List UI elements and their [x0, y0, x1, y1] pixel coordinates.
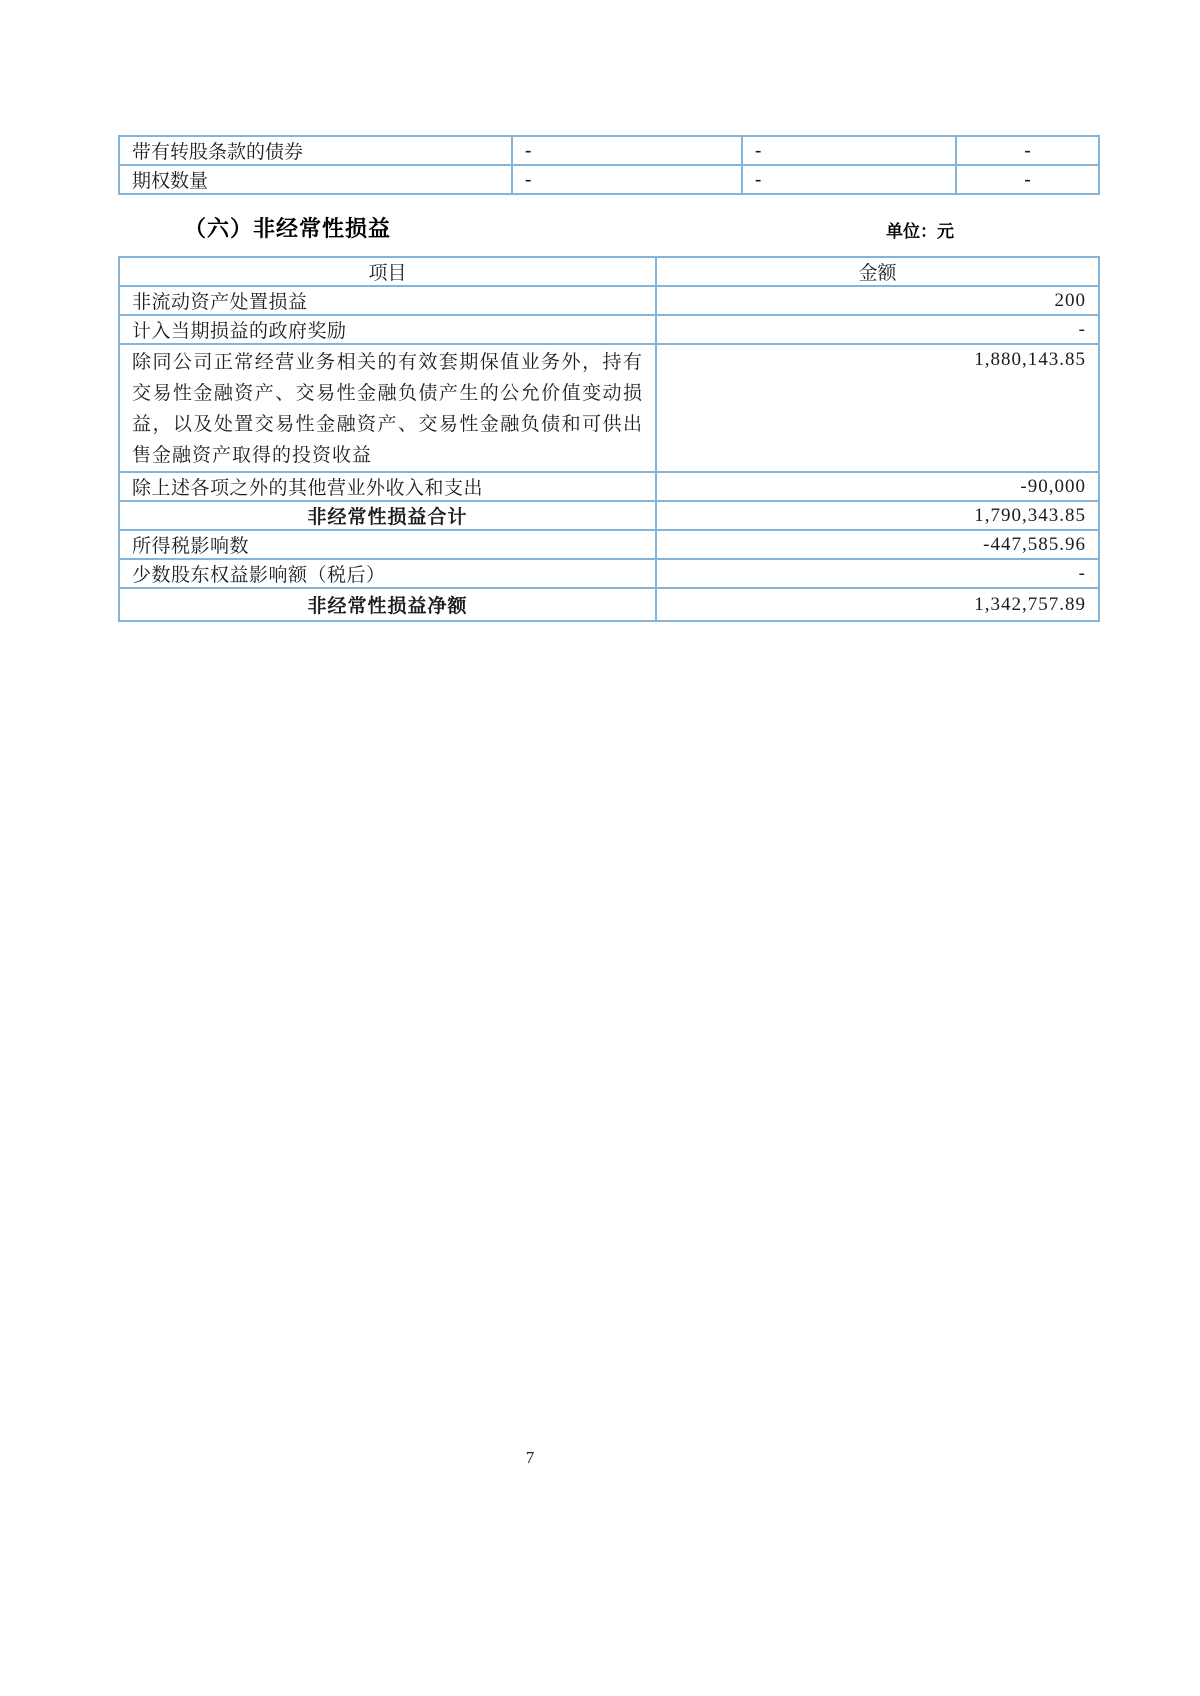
amount-cell: - — [656, 315, 1099, 344]
amount-cell: 1,342,757.89 — [656, 588, 1099, 621]
column-header-item: 项目 — [119, 257, 656, 286]
table-row — [119, 136, 1099, 165]
subtotal-row — [119, 501, 1099, 530]
total-row — [119, 588, 1099, 621]
value-cell: - — [956, 136, 1099, 165]
table-row — [119, 165, 1099, 194]
table-row — [119, 286, 1099, 315]
row-label: 期权数量 — [119, 165, 512, 194]
row-label: 带有转股条款的债券 — [119, 136, 512, 165]
total-label: 非经常性损益净额 — [119, 588, 656, 621]
table-row — [119, 344, 1099, 472]
row-label: 非流动资产处置损益 — [119, 286, 656, 315]
value-cell: - — [512, 136, 742, 165]
table-row — [119, 530, 1099, 559]
section-title: （六）非经常性损益 — [184, 216, 392, 241]
subtotal-label: 非经常性损益合计 — [119, 501, 656, 530]
table-row — [119, 315, 1099, 344]
non-recurring-items-table — [118, 256, 1100, 622]
amount-cell: -90,000 — [656, 472, 1099, 501]
table-row — [119, 472, 1099, 501]
row-label: 少数股东权益影响额（税后） — [119, 559, 656, 588]
value-cell: - — [742, 165, 956, 194]
capital-instruments-table — [118, 135, 1100, 195]
amount-cell: -447,585.96 — [656, 530, 1099, 559]
value-cell: - — [512, 165, 742, 194]
amount-cell: - — [656, 559, 1099, 588]
amount-cell: 1,790,343.85 — [656, 501, 1099, 530]
row-label: 除同公司正常经营业务相关的有效套期保值业务外，持有交易性金融资产、交易性金融负债产生的公允价值变动损益，以及处置交易性金融资产、交易性金融负债和可供出售金融资产取得的投资收益 — [119, 344, 656, 472]
unit-label: 单位：元 — [886, 222, 954, 241]
amount-cell: 1,880,143.85 — [656, 344, 1099, 472]
header-row — [119, 257, 1099, 286]
value-cell: - — [742, 136, 956, 165]
amount-cell: 200 — [656, 286, 1099, 315]
value-cell: - — [956, 165, 1099, 194]
row-label: 计入当期损益的政府奖励 — [119, 315, 656, 344]
row-label: 除上述各项之外的其他营业外收入和支出 — [119, 472, 656, 501]
row-label: 所得税影响数 — [119, 530, 656, 559]
page-number: 7 — [525, 1448, 535, 1467]
column-header-amount: 金额 — [656, 257, 1099, 286]
table-row — [119, 559, 1099, 588]
